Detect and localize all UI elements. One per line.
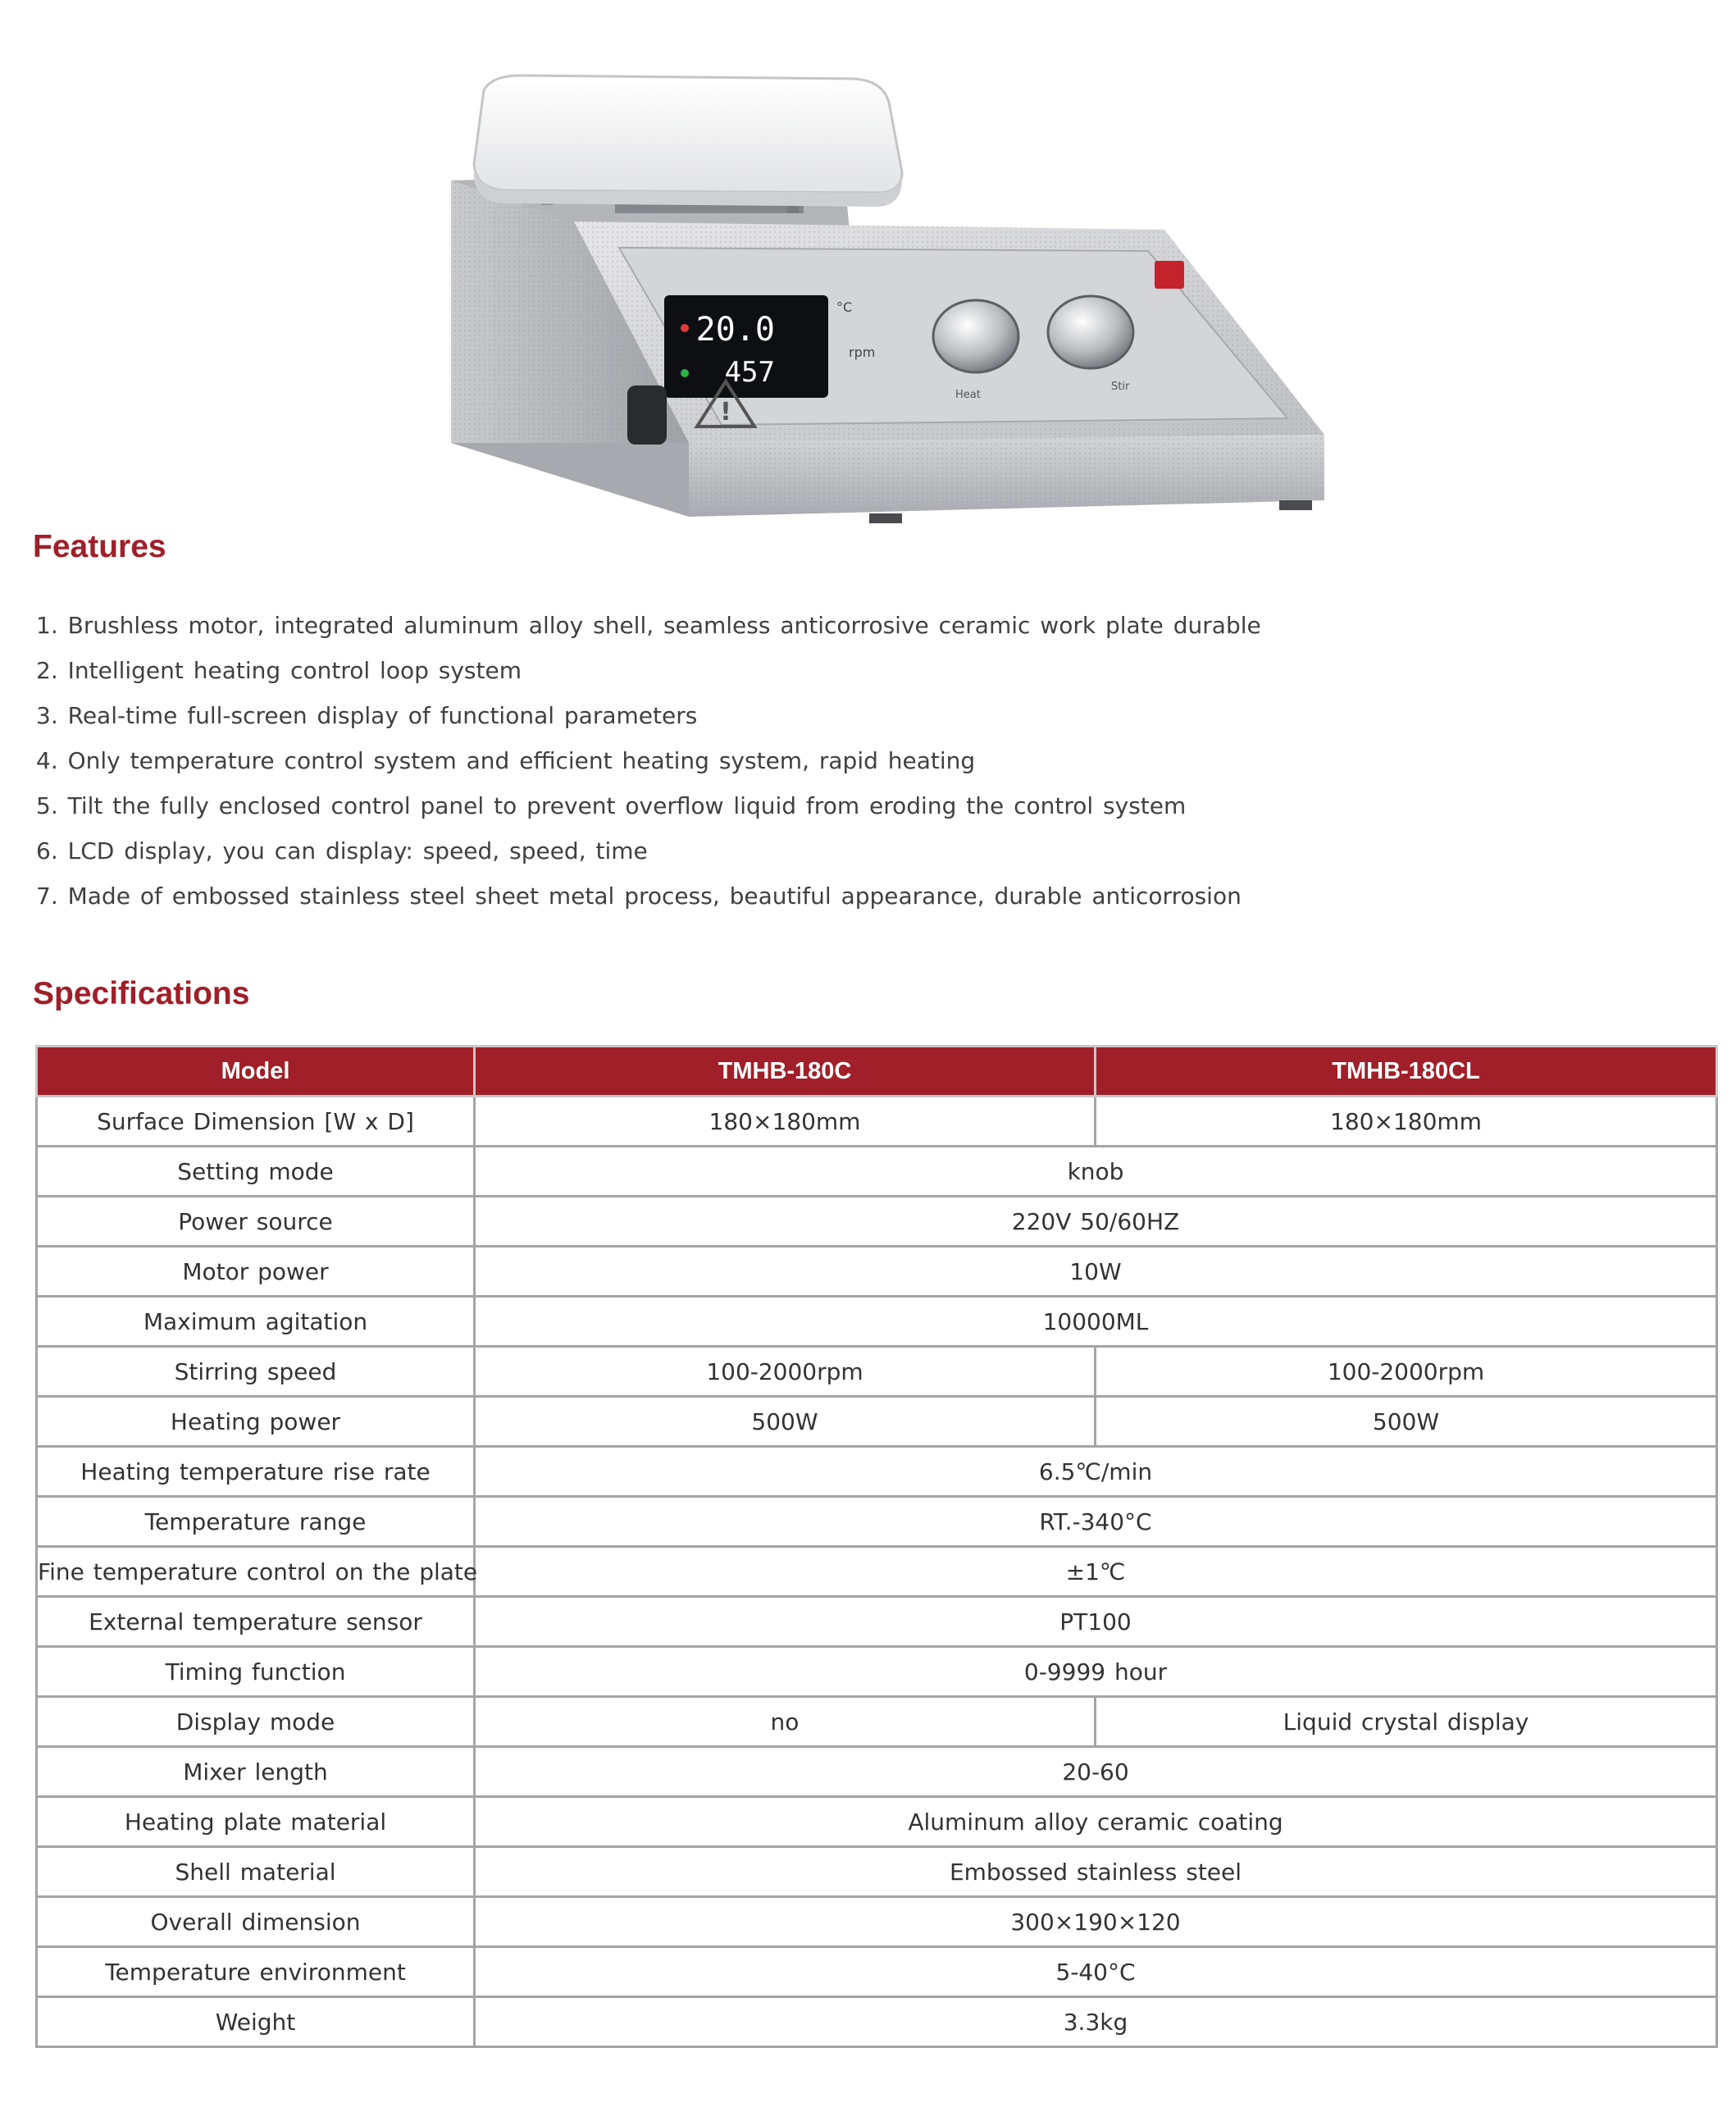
ceramic-plate	[474, 75, 902, 193]
spec-label: Display mode	[37, 1697, 475, 1747]
spec-value: 180×180mm	[475, 1097, 1096, 1147]
spec-value: 0-9999 hour	[475, 1647, 1717, 1697]
spec-value: 220V 50/60HZ	[475, 1197, 1717, 1247]
power-switch-icon	[627, 385, 667, 445]
feature-item: 6. LCD display, you can display: speed, speed, time	[36, 837, 648, 864]
spec-label: Setting mode	[37, 1147, 475, 1197]
specifications-table	[35, 1045, 1718, 2048]
feature-item: 7. Made of embossed stainless steel sheet metal process, beautiful appearance, durable anticorrosion	[36, 883, 1242, 910]
stir-knob-label: Stir	[1111, 381, 1130, 393]
spec-label: Heating power	[37, 1397, 475, 1447]
spec-label: Mixer length	[37, 1747, 475, 1797]
table-row	[37, 1297, 1717, 1347]
table-row	[37, 1897, 1717, 1947]
header-model: Model	[37, 1047, 475, 1097]
header-tmhb-180cl: TMHB-180CL	[1096, 1047, 1717, 1097]
spec-value: 300×190×120	[475, 1897, 1717, 1947]
table-row	[37, 1847, 1717, 1897]
spec-value: 10W	[475, 1247, 1717, 1297]
display-speed: 457	[724, 356, 775, 389]
spec-label: Fine temperature control on the plate	[37, 1547, 475, 1597]
spec-value: Aluminum alloy ceramic coating	[475, 1797, 1717, 1847]
table-row	[37, 1397, 1717, 1447]
features-list	[36, 603, 1430, 919]
spec-value: ±1℃	[475, 1547, 1717, 1597]
table-row	[37, 1447, 1717, 1497]
spec-value: Embossed stainless steel	[475, 1847, 1717, 1897]
features-title: Features	[33, 529, 166, 564]
table-row	[37, 1697, 1717, 1747]
table-row	[37, 1497, 1717, 1547]
table-row	[37, 1597, 1717, 1647]
spec-value: Liquid crystal display	[1096, 1697, 1717, 1747]
spec-label: Overall dimension	[37, 1897, 475, 1947]
brand-logo-icon	[1155, 261, 1184, 289]
feature-item: 1. Brushless motor, integrated aluminum alloy shell, seamless anticorrosive ceramic work plate durable	[36, 612, 1261, 639]
display-temperature: 20.0	[695, 311, 775, 349]
spec-value: 6.5℃/min	[475, 1447, 1717, 1497]
svg-text:!: !	[720, 398, 731, 426]
spec-value: 500W	[475, 1397, 1096, 1447]
table-row	[37, 1997, 1717, 2047]
table-row	[37, 1547, 1717, 1597]
spec-label: External temperature sensor	[37, 1597, 475, 1647]
spec-value: 3.3kg	[475, 1997, 1717, 2047]
spec-label: Heating plate material	[37, 1797, 475, 1847]
table-row	[37, 1197, 1717, 1247]
spec-value: 100-2000rpm	[475, 1347, 1096, 1397]
heat-knob-label: Heat	[955, 389, 981, 401]
spec-value: 10000ML	[475, 1297, 1717, 1347]
table-row	[37, 1797, 1717, 1847]
display-speed-unit: rpm	[849, 344, 876, 360]
spec-value: knob	[475, 1147, 1717, 1197]
spec-label: Heating temperature rise rate	[37, 1447, 475, 1497]
spec-label: Temperature range	[37, 1497, 475, 1547]
spec-label: Motor power	[37, 1247, 475, 1297]
stir-knob	[1048, 296, 1133, 368]
feature-item: 2. Intelligent heating control loop system	[36, 657, 522, 684]
spec-value: PT100	[475, 1597, 1717, 1647]
table-row	[37, 1747, 1717, 1797]
spec-label: Timing function	[37, 1647, 475, 1697]
table-header-row	[37, 1047, 1717, 1097]
spec-value: 20-60	[475, 1747, 1717, 1797]
spec-value: 5-40°C	[475, 1947, 1717, 1997]
spec-label: Stirring speed	[37, 1347, 475, 1397]
spec-label: Power source	[37, 1197, 475, 1247]
heat-knob	[933, 300, 1018, 372]
feature-item: 3. Real-time full-screen display of functional parameters	[36, 702, 698, 729]
table-row	[37, 1147, 1717, 1197]
table-row	[37, 1247, 1717, 1297]
spec-label: Temperature environment	[37, 1947, 475, 1997]
table-row	[37, 1097, 1717, 1147]
table-row	[37, 1347, 1717, 1397]
feature-item: 4. Only temperature control system and efficient heating system, rapid heating	[36, 747, 976, 774]
spec-value: 180×180mm	[1096, 1097, 1717, 1147]
spec-label: Surface Dimension [W x D]	[37, 1097, 475, 1147]
feature-item: 5. Tilt the fully enclosed control panel to prevent overflow liquid from eroding the control system	[36, 792, 1187, 819]
header-tmhb-180c: TMHB-180C	[475, 1047, 1096, 1097]
specifications-title: Specifications	[33, 976, 250, 1011]
display-temp-unit: °C	[836, 299, 853, 315]
spec-value: no	[475, 1697, 1096, 1747]
spec-label: Shell material	[37, 1847, 475, 1897]
spec-label: Maximum agitation	[37, 1297, 475, 1347]
table-row	[37, 1947, 1717, 1997]
spec-label: Weight	[37, 1997, 475, 2047]
table-row	[37, 1647, 1717, 1697]
product-image	[443, 57, 1328, 550]
spec-value: 500W	[1096, 1397, 1717, 1447]
spec-value: RT.-340°C	[475, 1497, 1717, 1547]
spec-value: 100-2000rpm	[1096, 1347, 1717, 1397]
